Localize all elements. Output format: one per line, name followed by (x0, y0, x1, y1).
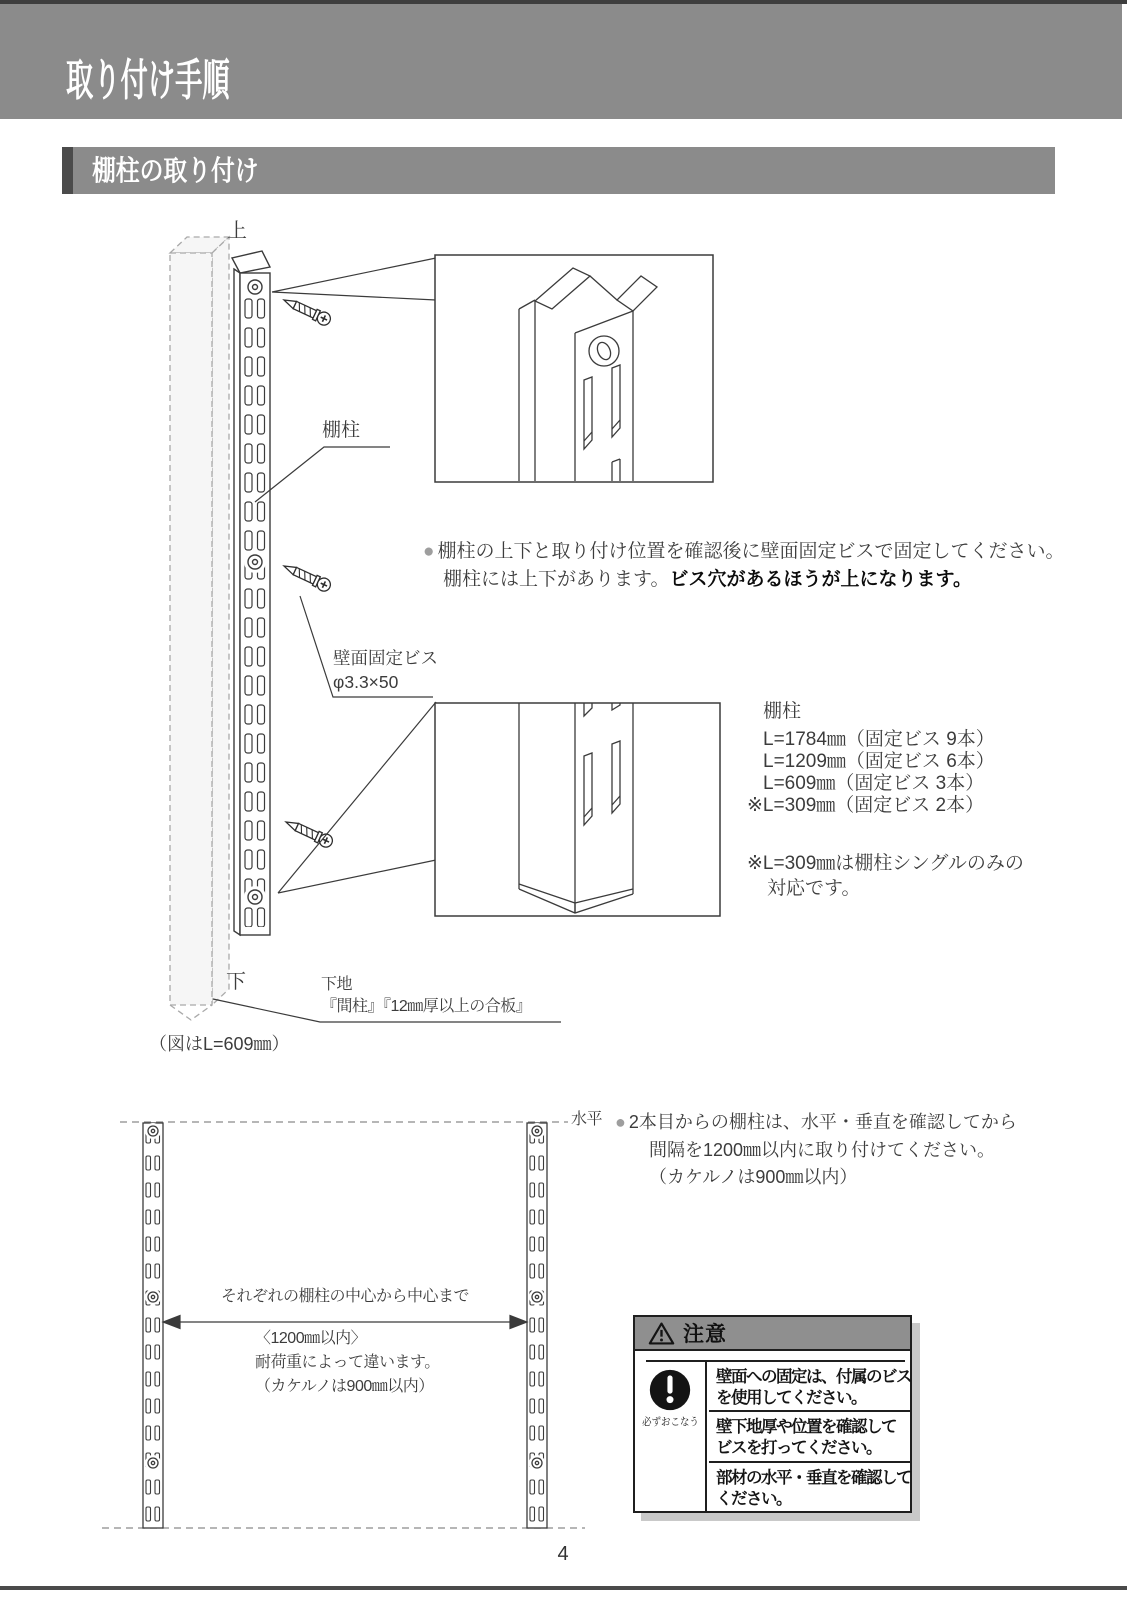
instruction-spacing-line3: （カケルノは900㎜以内） (649, 1167, 858, 1187)
spec-heading: 棚柱 (763, 701, 802, 722)
caution-box (633, 1315, 912, 1513)
bottom-diagram (102, 1122, 585, 1528)
label-substrate-1: 下地 (321, 976, 353, 993)
caution-items (709, 1362, 910, 1511)
right-rail (527, 1123, 547, 1528)
label-wall-screw-1: 壁面固定ビス (333, 648, 438, 668)
spec-note-1: ※L=309㎜は棚柱シングルのみの (747, 853, 1024, 874)
label-level: 水平 (571, 1111, 603, 1128)
wall-stud (170, 237, 229, 1020)
instruction-fixing-line1: ● 棚柱の上下と取り付け位置を確認後に壁面固定ビスで固定してください。 (423, 541, 1065, 562)
instruction-spacing-line2: 間隔を1200㎜以内に取り付けてください。 (649, 1140, 996, 1160)
mandatory-label: 必ずおこなう (641, 1416, 699, 1428)
label-shelf-column: 棚柱 (322, 420, 361, 441)
screw-icon (281, 560, 332, 593)
mandatory-icon-cell (635, 1362, 707, 1511)
screw-icon (281, 294, 332, 327)
caution-item: 部材の水平・垂直を確認して ください。 (709, 1461, 910, 1511)
instruction-fixing-line2: 棚柱には上下があります。ビス穴があるほうが上になります。 (443, 569, 972, 590)
caution-body (635, 1351, 910, 1511)
section-title: 棚柱の取り付け (92, 155, 259, 186)
screw-icon-group (281, 294, 334, 849)
bottom-rule (0, 1586, 1127, 1590)
span-label: それぞれの棚柱の中心から中心まで (221, 1288, 470, 1305)
left-rail (143, 1123, 163, 1528)
spec-item: L=609㎜（固定ビス 3本） (763, 773, 985, 794)
caution-item: 壁下地厚や位置を確認して ビスを打ってください。 (709, 1410, 910, 1460)
spec-item: ※L=309㎜（固定ビス 2本） (747, 795, 985, 816)
caution-title: 注意 (683, 1323, 727, 1346)
caution-item: 壁面への固定は、付属のビス を使用してください。 (716, 1368, 911, 1407)
dimension-note-2: 耐荷重によって違います。 (255, 1354, 440, 1371)
dimension-note-1: 〈1200㎜以内〉 (255, 1330, 367, 1347)
page-number: 4 (557, 1543, 569, 1565)
instruction-spacing-line1: ● 2本目からの棚柱は、水平・垂直を確認してから (615, 1112, 1017, 1132)
label-substrate-2: 『間柱』『12㎜厚以上の合板』 (321, 998, 532, 1015)
caution-header (635, 1317, 910, 1351)
spec-item: L=1209㎜（固定ビス 6本） (763, 751, 995, 772)
mandatory-icon (648, 1368, 692, 1412)
figure-caption: （図はL=609㎜） (149, 1034, 290, 1054)
page-title: 取り付け手順 (66, 56, 230, 105)
warning-triangle-icon (648, 1321, 675, 1346)
label-bottom: 下 (226, 971, 246, 993)
spec-note-2: 対応です。 (767, 878, 861, 899)
emphasis-text: ビス穴があるほうが上になります。 (669, 569, 972, 590)
spec-item: L=1784㎜（固定ビス 9本） (763, 729, 995, 750)
bullet-icon: ● (615, 1112, 626, 1132)
shelf-column (232, 251, 270, 935)
bullet-icon: ● (423, 541, 435, 562)
screw-icon (283, 816, 334, 849)
span-arrow (163, 1316, 527, 1329)
label-wall-screw-2: φ3.3×50 (333, 672, 399, 692)
detail-inset-top (435, 255, 713, 482)
dimension-note-3: （カケルノは900㎜以内） (255, 1378, 434, 1395)
detail-inset-bottom (435, 703, 720, 916)
label-top: 上 (227, 220, 247, 242)
